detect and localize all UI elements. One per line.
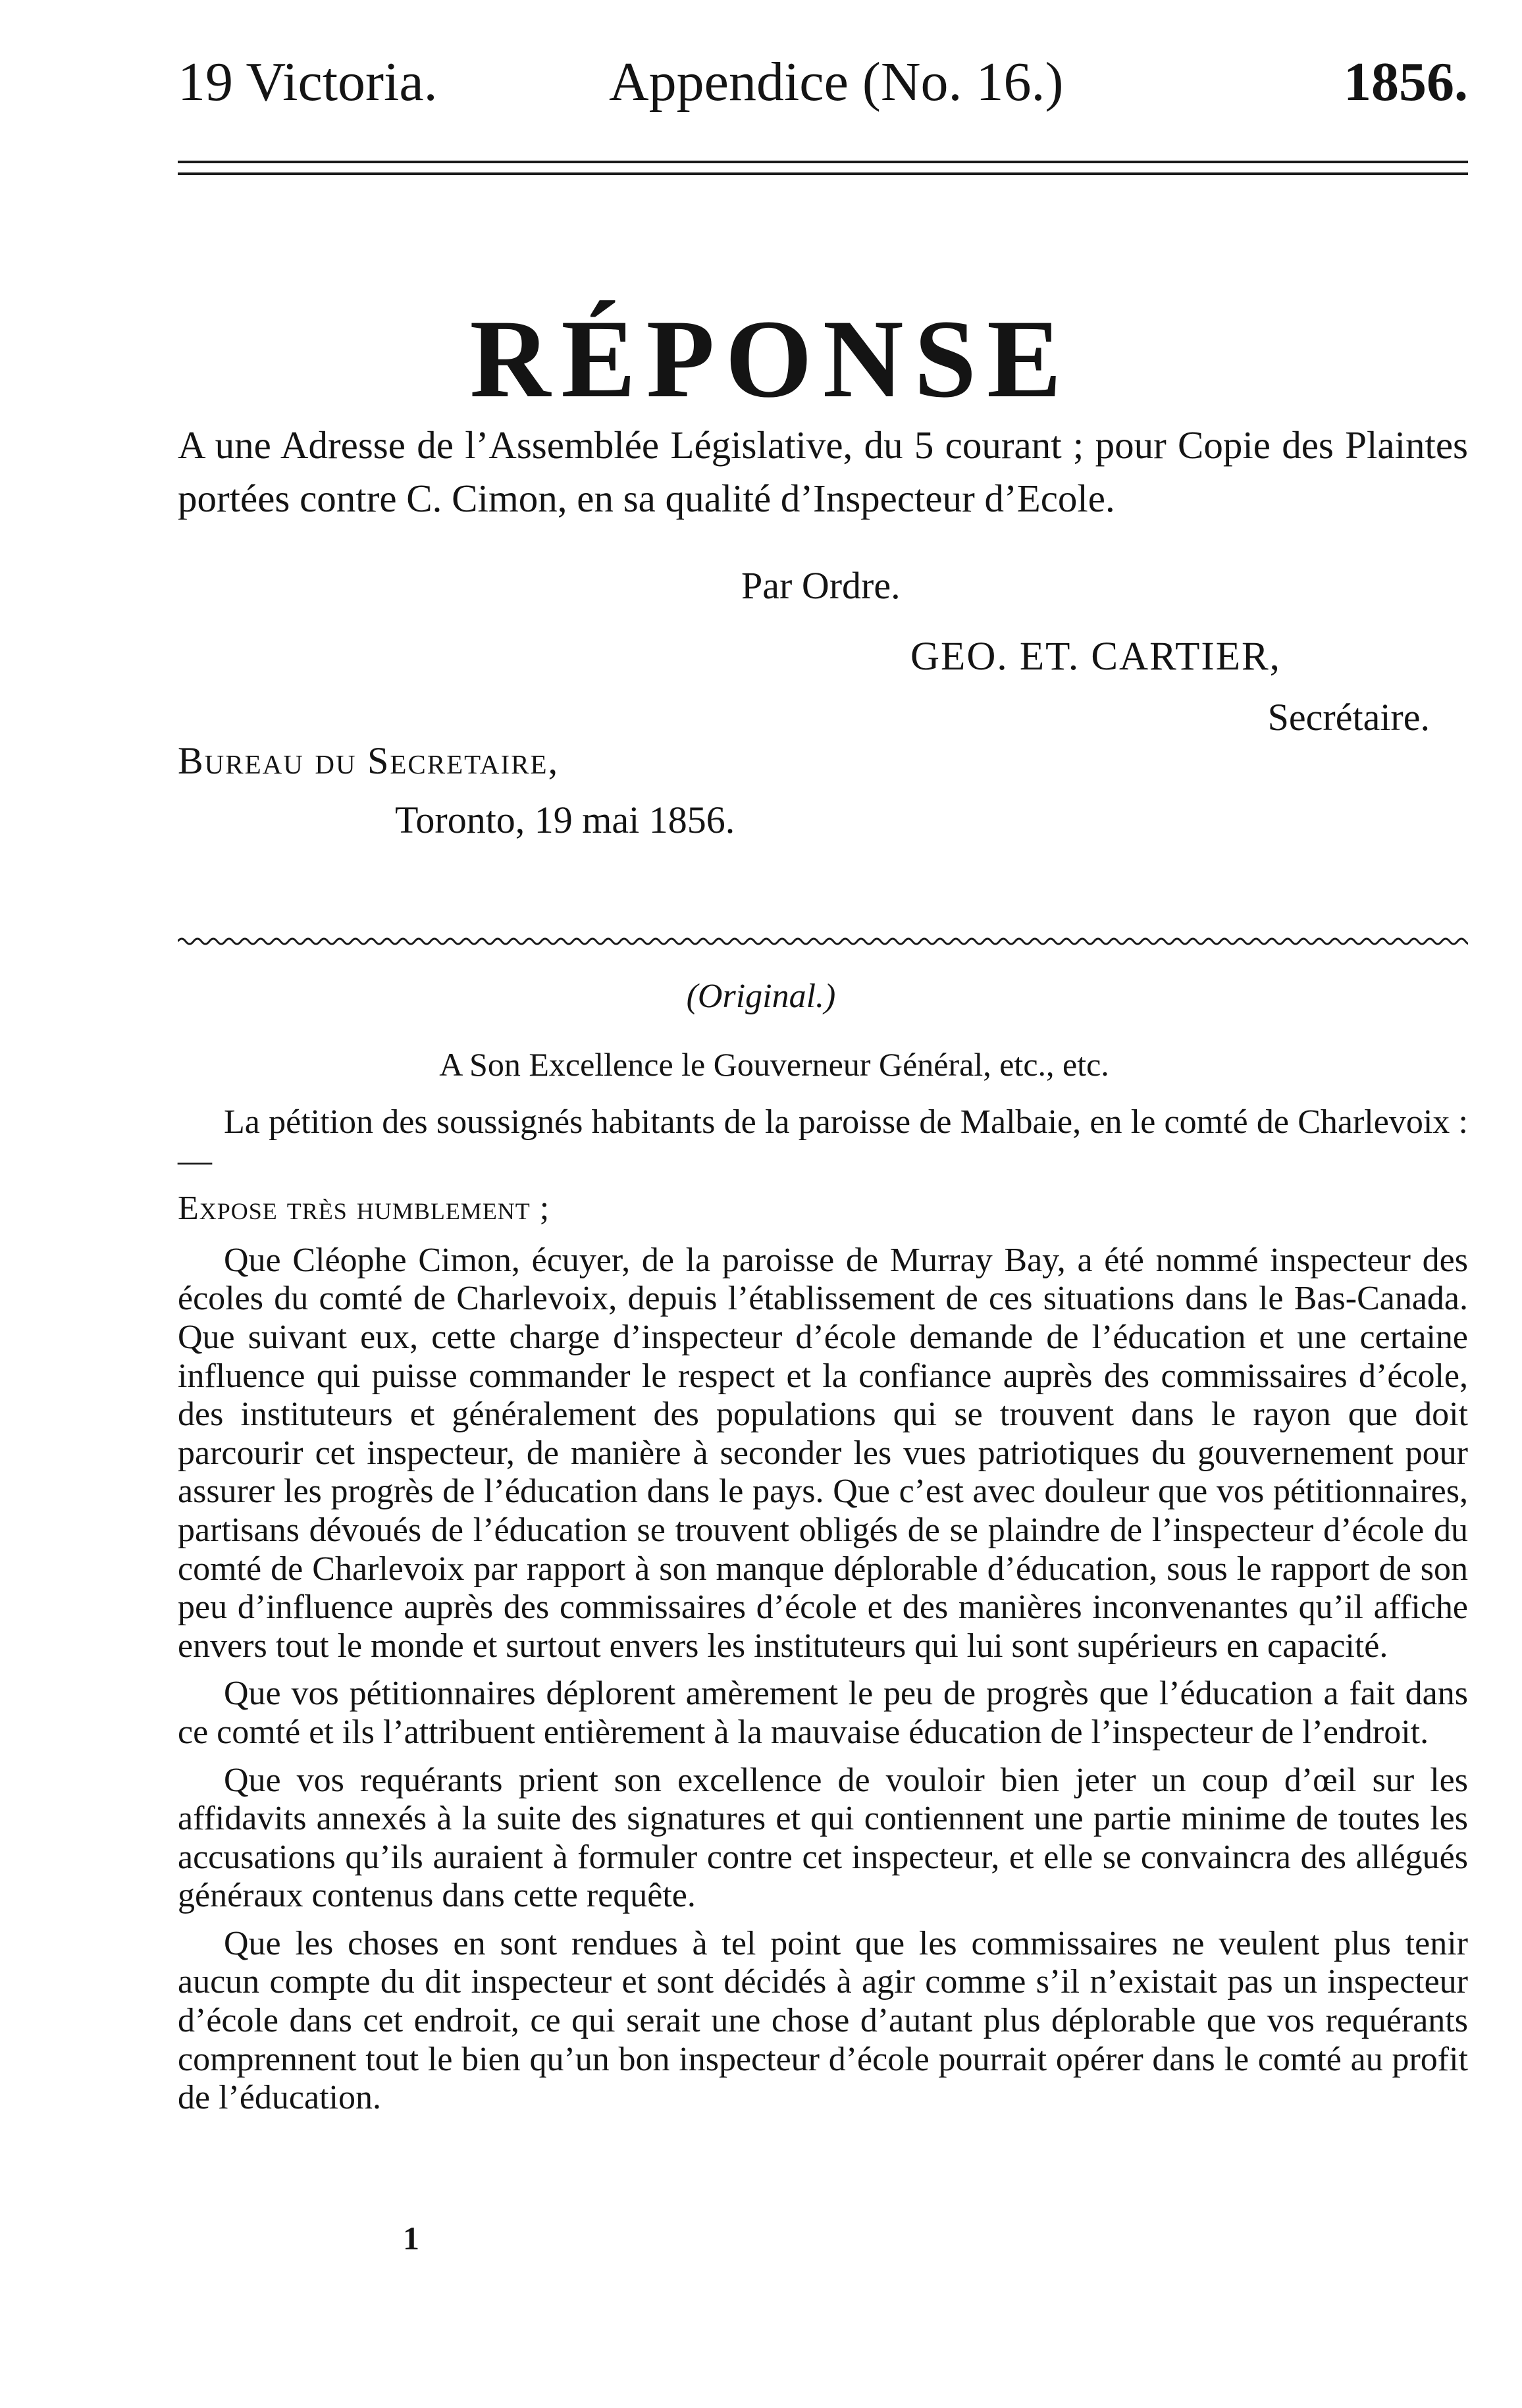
wavy-divider — [178, 933, 1468, 949]
signer-role: Secrétaire. — [1267, 696, 1430, 739]
page-subtitle: A une Adresse de l’Assemblée Législative, du 5 courant ; pour Copie des Plaintes portées contre C. Cimon, en sa qualité d’Inspecteur d’Ecole. — [178, 423, 1468, 520]
petition-body — [178, 1103, 1468, 2127]
addressee-line: A Son Excellence le Gouverneur Général, etc., etc. — [439, 1046, 1109, 1083]
header-double-rule — [178, 161, 1468, 175]
running-header — [178, 46, 1468, 118]
original-label: (Original.) — [686, 978, 836, 1015]
place-date-line: Toronto, 19 mai 1856. — [395, 798, 735, 841]
petition-expose-heading: Expose très humblement ; — [178, 1190, 550, 1228]
petition-paragraph: Que vos pétitionnaires déplorent amèrement le peu de progrès que l’éducation a fait dans ce comté et ils l’attribuent entièrement à la mauvaise éducation de l’inspecteur de l’endroit. — [178, 1675, 1468, 1751]
petition-paragraph: Que Cléophe Cimon, écuyer, de la paroisse de Murray Bay, a été nommé inspecteur des écoles du comté de Charlevoix, depuis l’établissement de ces situations dans le Bas-Canada. Que suivant eux, cette charge d’inspecteur d’école demande de l’éducation et une certaine influence qui puisse commander le respect et la confiance auprès des commissaires d’école, des instituteurs et généralement des populations qui se trouvent dans le rayon que doit parcourir cet inspecteur, de manière à seconder les vues patriotiques du gouvernement pour assurer les progrès de l’éducation dans le pays. Que c’est avec douleur que vos pétitionnaires, partisans dévoués de l’éducation se trouvent obligés de se plaindre de l’inspecteur d’école du comté de Charlevoix par rapport à son manque déplorable d’éducation, sous le rapport de son peu d’influence auprès des commissaires d’école et des manières inconvenantes qu’il affiche envers tout le monde et surtout envers les instituteurs qui lui sont supérieurs en capacité. — [178, 1241, 1468, 1665]
petition-paragraph: Que vos requérants prient son excellence de vouloir bien jeter un coup d’œil sur les affidavits annexés à la suite des signatures et qui contiennent une partie minime de toutes les accusations qu’ils auraient à formuler contre cet inspecteur, et elle se convaincra des allégués généraux contenus dans cette requête. — [178, 1761, 1468, 1915]
page-number: 1 — [403, 2220, 419, 2257]
petition-intro: La pétition des soussignés habitants de la paroisse de Malbaie, en le comté de Charlevoix :— — [178, 1103, 1468, 1180]
header-session: 19 Victoria. — [178, 51, 438, 113]
petition-paragraph: Que les choses en sont rendues à tel point que les commissaires ne veulent plus tenir aucun compte du dit inspecteur et sont décidés à agir comme s’il n’existait pas un inspecteur d’école dans cet endroit, ce qui serait une chose d’autant plus déplorable que vos requérants comprennent tout le bien qu’un bon inspecteur d’école pourrait opérer dans le comté au profit de l’éducation. — [178, 1924, 1468, 2117]
header-year: 1856. — [1344, 51, 1468, 113]
par-ordre-line: Par Ordre. — [741, 564, 901, 607]
page-title: RÉPONSE — [469, 297, 1072, 421]
signer-name: GEO. ET. CARTIER, — [910, 635, 1281, 679]
bureau-line: Bureau du Secretaire, — [178, 739, 560, 782]
header-appendix: Appendice (No. 16.) — [609, 51, 1064, 113]
